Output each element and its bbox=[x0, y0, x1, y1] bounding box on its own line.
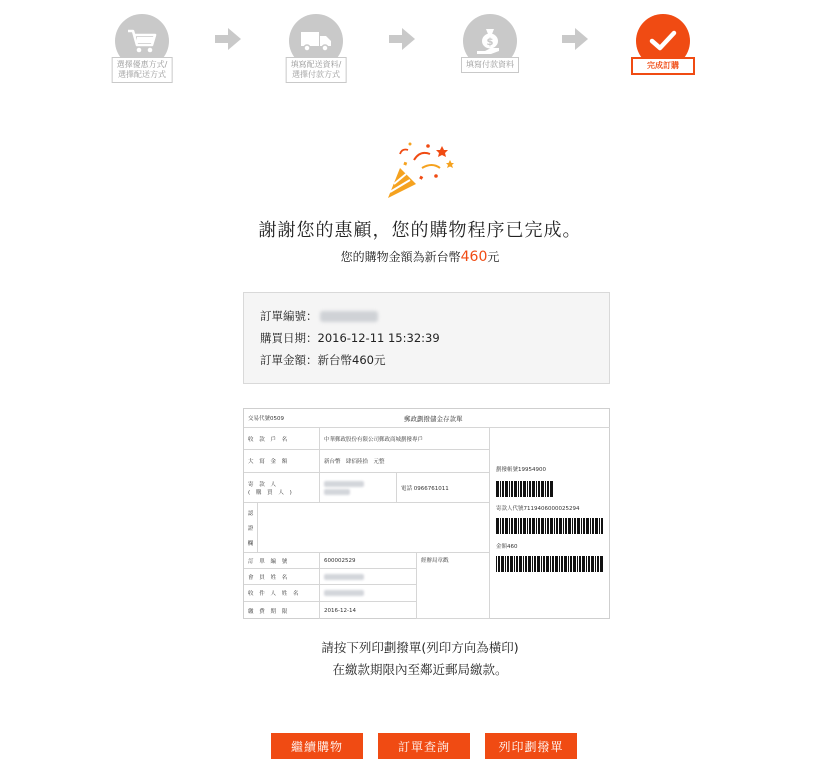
step-4-label: 完成訂購 bbox=[631, 57, 695, 75]
step-2 bbox=[279, 14, 353, 79]
order-amount-row: 訂單金額： 新台幣460元 bbox=[260, 353, 386, 367]
postal-deposit-slip: 交易代號0509 郵政劃撥儲金存款單 收 款 戶 名 中華郵政股份有限公司郵政商城劃撥專戶 大 寫 金 額 新台幣 肆佰陸拾 元整 寄 款 人 ( 購 買 人 ) 電話 0966761011 認 證 欄 訂 單 編 號 600002529 經辦局章戳 會 員 姓 名 收 件 人 姓 名 繳 費 期 限 2016-12-14 劃撥帳號19954900 寄款人代號7119406000025294 金額460 bbox=[243, 408, 610, 619]
order-info-box bbox=[243, 292, 610, 384]
thanks-title: 謝謝您的惠顧，您的購物程序已完成。 bbox=[258, 220, 582, 241]
continue-shopping-button[interactable]: 繼續購物 bbox=[271, 733, 363, 759]
print-instruction: 請按下列印劃撥單(列印方向為橫印) bbox=[321, 640, 519, 655]
arrow-right-icon bbox=[215, 28, 241, 50]
barcode-amount bbox=[496, 556, 604, 572]
step-3-label: 填寫付款資料 bbox=[461, 57, 519, 73]
thanks-subtitle: 您的購物金額為新台幣460元 bbox=[340, 249, 500, 265]
order-query-button[interactable]: 訂單查詢 bbox=[378, 733, 470, 759]
step-3 bbox=[453, 14, 527, 68]
svg-text:$: $ bbox=[486, 37, 494, 48]
barcode-sender-code bbox=[496, 518, 604, 534]
step-4 bbox=[626, 14, 700, 68]
purchase-amount: 460 bbox=[460, 249, 488, 265]
step-2-label: 填寫配送資料/ 選擇付款方式 bbox=[286, 57, 347, 83]
slip-header: 交易代號0509 郵政劃撥儲金存款單 bbox=[244, 409, 610, 428]
order-date-row: 購買日期： 2016-12-11 15:32:39 bbox=[260, 331, 440, 345]
order-number-row: 訂單編號： bbox=[260, 305, 609, 327]
payment-instruction: 在繳款期限內至鄰近郵局繳款。 bbox=[332, 662, 508, 677]
order-number-redacted bbox=[320, 311, 378, 322]
step-1-label: 選擇優惠方式/ 選擇配送方式 bbox=[112, 57, 173, 83]
arrow-right-icon bbox=[389, 28, 415, 50]
print-slip-button[interactable]: 列印劃撥單 bbox=[485, 733, 577, 759]
step-1 bbox=[105, 14, 179, 79]
party-popper-icon bbox=[380, 140, 460, 200]
arrow-right-icon bbox=[562, 28, 588, 50]
barcode-account bbox=[496, 481, 554, 497]
